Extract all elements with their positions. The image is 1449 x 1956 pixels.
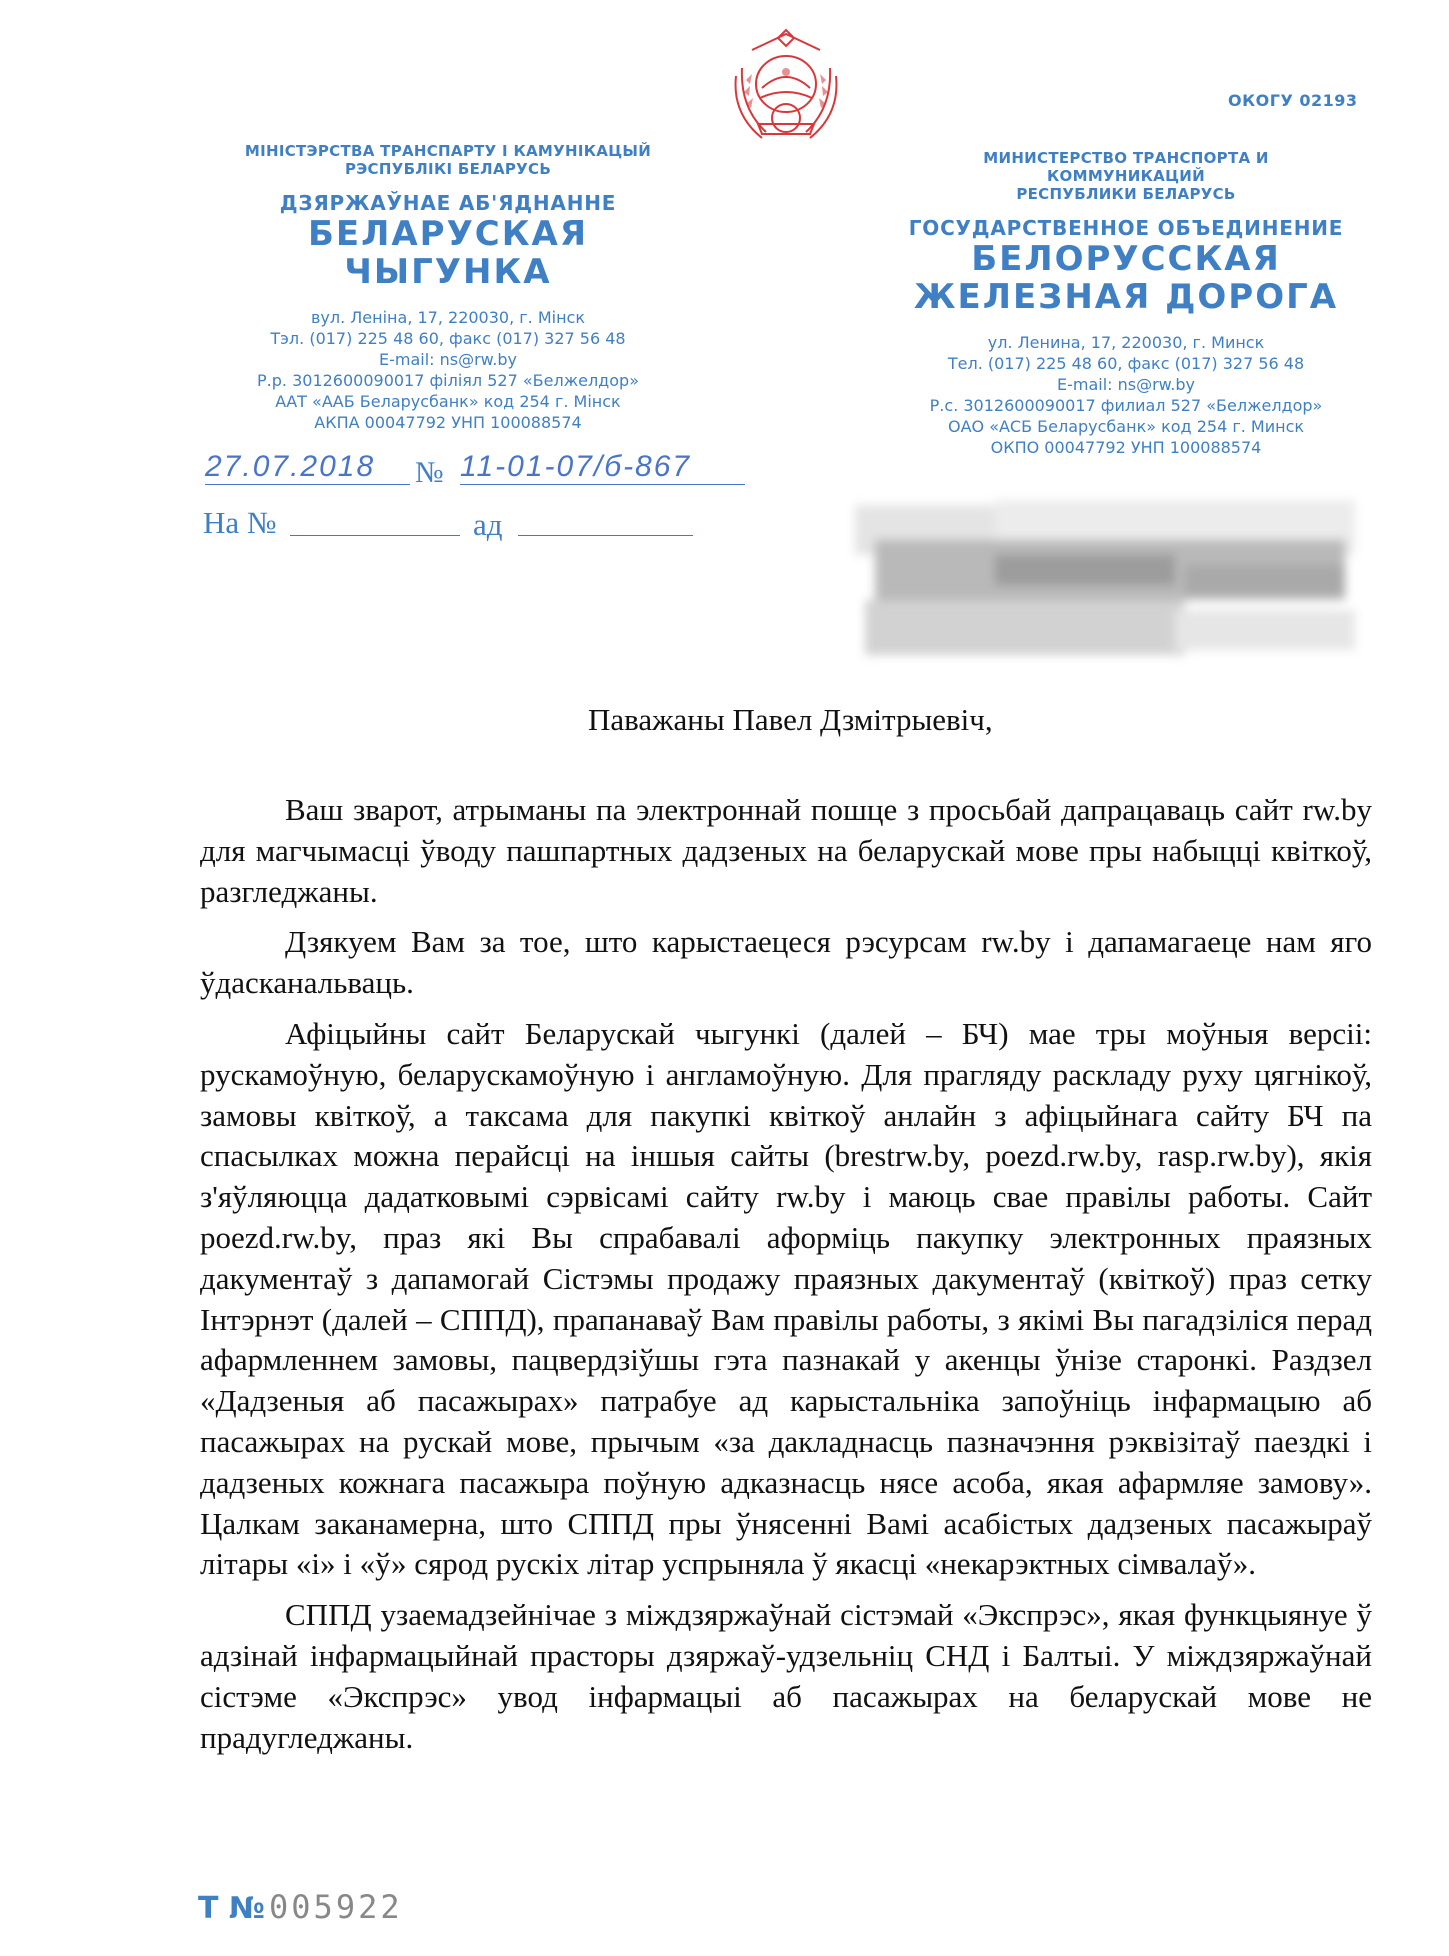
- form-serial-number: [198, 1888, 403, 1928]
- ministry-line: МІНІСТЭРСТВА ТРАНСПАРТУ І КАМУНІКАЦЫЙ: [244, 142, 652, 160]
- organization-type: ГОСУДАРСТВЕННОЕ ОБЪЕДИНЕНИЕ: [908, 216, 1344, 240]
- emblem-icon: [722, 28, 850, 146]
- registry-codes-line: ОКПО 00047792 УНП 100088574: [990, 438, 1262, 457]
- outgoing-registration: [205, 450, 745, 494]
- okogu-code: ОКОГУ 02193: [1228, 91, 1358, 110]
- ministry-line: РЕСПУБЛИКИ БЕЛАРУСЬ: [1016, 185, 1236, 203]
- organization-name-line: БЕЛОРУССКАЯ: [971, 239, 1281, 279]
- contact-details: [906, 332, 1346, 458]
- body-paragraph: СППД узаемадзейнічае з міждзяржаўнай сістэмай «Экспрэс», якая функцыянуе ў адзінай інфармацыйнай прасторы дзяржаў-удзельніц СНД і Балтыі. У міждзяржаўнай сістэме «Экспрэс» увод інфармацыі аб пасажырах на беларускай мове не прадугледжаны.: [200, 1597, 1372, 1755]
- bank-name-line: ААТ «ААБ Беларусбанк» код 254 г. Мінск: [275, 392, 621, 411]
- state-emblem: [722, 28, 850, 146]
- email-line: E-mail: ns@rw.by: [378, 350, 518, 369]
- phone-line: Тел. (017) 225 48 60, факс (017) 327 56 48: [947, 354, 1305, 373]
- bank-account-line: Р.с. 3012600090017 филиал 527 «Белжелдор»: [929, 396, 1323, 415]
- form-number-value: 005922: [269, 1888, 403, 1926]
- salutation: Паважаны Павел Дзмітрыевіч,: [588, 702, 993, 737]
- reply-reference: [203, 505, 703, 545]
- number-sign: №: [415, 456, 444, 489]
- body-paragraph: Афіцыйны сайт Беларускай чыгункі (далей – БЧ) мае тры моўныя версіі: рускамоўную, беларускамоўную і англамоўную. Для прагляду раскладу руху цягнікоў, замовы квіткоў, а таксама для пакупкі квіткоў анлайн з афіцыйнага сайту БЧ па спасылках можна перайсці на іншыя сайты (brestrw.by, poezd.rw.by, rasp.rw.by), якія з'яўляюцца дадатковымі сэрвісамі сайту rw.by і маюць свае правілы работы. Сайт poezd.rw.by, праз які Вы спрабавалі аформіць пакупку электронных праязных дакументаў з дапамогай Сістэмы продажу праязных дакументаў (квіткоў) праз сетку Інтэрнэт (далей – СППД), прапанаваў Вам правілы работы, з якімі Вы пагадзіліся перад афармленнем замовы, пацвердзіўшы гэта пазнакай у акенцы ўнізе старонкі. Раздзел «Дадзеныя аб пасажырах» патрабуе ад карыстальніка запоўніць інфармацыю аб пасажырах на рускай мове, прычым «за дакладнасць пазначэння рэквізітаў паездкі і дадзеных кожнага пасажыра поўную адказнасць нясе асоба, якая афармляе замову». Цалкам заканамерна, што СППД пры ўнясенні Вамі асабістых дадзеных пасажыраў літары «і» і «ў» сярод рускіх літар успрыняла ў якасці «некарэктных сімвалаў».: [200, 1015, 1372, 1582]
- reply-number-label: На №: [203, 505, 277, 540]
- body-paragraph: Ваш зварот, атрыманы па электроннай пошце з просьбай дапрацаваць сайт rw.by для магчымасці ўводу пашпартных дадзеных на беларускай мове пры набыцці квіткоў, разгледжаны.: [200, 792, 1372, 909]
- organization-name-line: ЖЕЛЕЗНАЯ ДОРОГА: [913, 277, 1339, 317]
- organization-name-line: ЧЫГУНКА: [344, 252, 552, 292]
- reply-date-field: [518, 535, 693, 536]
- address-line: вул. Леніна, 17, 220030, г. Мінск: [310, 308, 586, 327]
- registry-codes-line: АКПА 00047792 УНП 100088574: [314, 413, 582, 432]
- letter-number: 11-01-07/б-867: [460, 450, 745, 485]
- organization-name-line: БЕЛАРУСКАЯ: [307, 214, 589, 254]
- organization-name: [218, 215, 678, 291]
- phone-line: Тэл. (017) 225 48 60, факс (017) 327 56 48: [270, 329, 626, 348]
- ministry-name: [906, 149, 1346, 203]
- reply-number-field: [290, 535, 460, 536]
- letter-date: 27.07.2018: [205, 450, 410, 485]
- ministry-line: МИНИСТЕРСТВО ТРАНСПОРТА И КОММУНИКАЦИЙ: [983, 149, 1269, 185]
- reply-from-label: ад: [473, 507, 503, 542]
- letter-body: [200, 790, 1372, 1758]
- body-paragraph: Дзякуем Вам за тое, што карыстаецеся рэсурсам rw.by і дапамагаеце нам яго ўдасканальваць.: [200, 924, 1372, 1001]
- form-number-prefix: Т №: [198, 1891, 266, 1926]
- letterhead-belarusian: [218, 142, 678, 433]
- redacted-recipient: [855, 500, 1360, 665]
- ministry-name: [218, 142, 678, 178]
- bank-name-line: ОАО «АСБ Беларусбанк» код 254 г. Минск: [947, 417, 1305, 436]
- organization-name: [906, 240, 1346, 316]
- bank-account-line: Р.р. 3012600090017 філіял 527 «Белжелдор»: [257, 371, 639, 390]
- address-line: ул. Ленина, 17, 220030, г. Минск: [987, 333, 1265, 352]
- contact-details: [218, 307, 678, 433]
- organization-type: ДЗЯРЖАЎНАЕ АБ'ЯДНАННЕ: [279, 191, 617, 215]
- ministry-line: РЭСПУБЛІКІ БЕЛАРУСЬ: [344, 160, 552, 178]
- letterhead-russian: [906, 149, 1346, 458]
- email-line: E-mail: ns@rw.by: [1056, 375, 1196, 394]
